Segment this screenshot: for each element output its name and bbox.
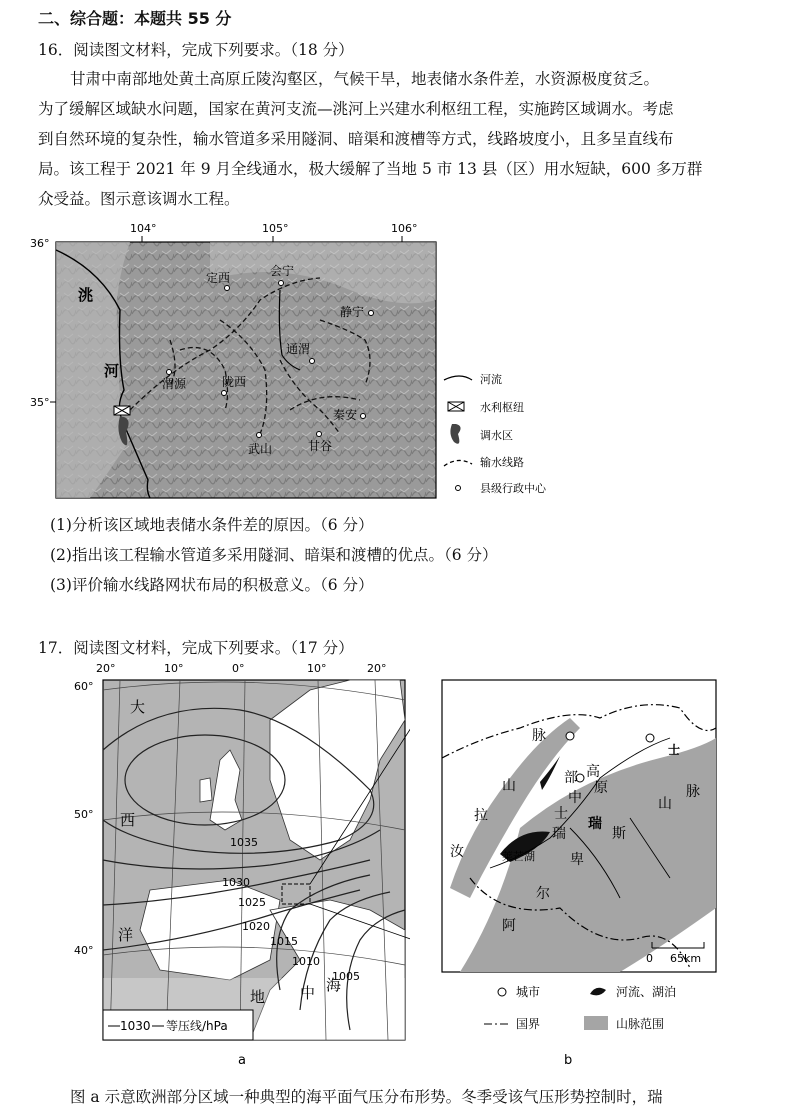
map-b-legend — [484, 984, 676, 1031]
svg-text:山: 山 — [502, 778, 516, 794]
lat-label-36: 36° — [30, 237, 50, 250]
svg-text:10°: 10° — [164, 662, 184, 675]
legend-river: 河流 — [480, 373, 502, 386]
svg-text:海: 海 — [326, 976, 342, 994]
svg-text:洋: 洋 — [118, 926, 134, 944]
svg-text:1015: 1015 — [270, 935, 298, 948]
place-longxi: 陇西 — [222, 375, 247, 389]
svg-text:65km: 65km — [670, 952, 702, 965]
map-a-lon-labels — [96, 662, 387, 675]
q16-para-line-4: 局。该工程于 2021 年 9 月全线通水，极大缓解了当地 5 市 13 县（区）用水短缺，600 多万群 — [38, 160, 703, 178]
legend-isobar-text: 等压线/hPa — [166, 1019, 228, 1033]
lat-label-35: 35° — [30, 396, 50, 409]
svg-text:中: 中 — [568, 790, 582, 806]
legend-pipeline: 输水线路 — [480, 456, 524, 469]
svg-text:20°: 20° — [96, 662, 116, 675]
svg-text:士: 士 — [668, 743, 681, 757]
svg-text:士: 士 — [554, 806, 568, 822]
svg-text:卑: 卑 — [570, 852, 584, 868]
svg-text:1010: 1010 — [292, 955, 320, 968]
lon-label-105: 105° — [262, 222, 289, 235]
svg-text:脉: 脉 — [532, 728, 546, 744]
svg-text:原: 原 — [594, 780, 608, 796]
legend-diversion-area: 调水区 — [480, 429, 513, 442]
lon-label-104: 104° — [130, 222, 157, 235]
q16-heading: 16．阅读图文材料，完成下列要求。（18 分） — [38, 41, 354, 59]
section-title: 二、综合题：本题共 55 分 — [38, 9, 232, 28]
svg-text:国界: 国界 — [516, 1017, 541, 1031]
svg-text:0: 0 — [646, 952, 653, 965]
lon-label-106: 106° — [391, 222, 418, 235]
svg-text:莱芒湖: 莱芒湖 — [502, 850, 535, 863]
svg-text:瑞: 瑞 — [588, 816, 602, 832]
map-b-caption: b — [564, 1053, 573, 1068]
swiss-map — [440, 678, 720, 1068]
map-a-lat-labels — [74, 680, 94, 957]
q17-heading: 17．阅读图文材料，完成下列要求。（17 分） — [38, 639, 354, 657]
q16-sub-1: (1)分析该区域地表储水条件差的原因。（6 分） — [50, 516, 374, 534]
svg-text:中: 中 — [300, 984, 316, 1002]
map16-legend — [444, 372, 547, 495]
svg-text:60°: 60° — [74, 680, 94, 693]
svg-text:脉: 脉 — [686, 784, 700, 800]
river-label-tao: 洮 — [78, 286, 94, 304]
place-wushan: 武山 — [248, 442, 273, 456]
place-gangu: 甘谷 — [308, 439, 333, 453]
q16-para-line-1: 甘肃中南部地处黄土高原丘陵沟壑区，气候干旱，地表储水条件差，水资源极度贫乏。 — [70, 70, 660, 88]
q17-bottom-text: 图 a 示意欧洲部分区域一种典型的海平面气压分布形势。冬季受该气压形势控制时，瑞 — [70, 1088, 663, 1106]
svg-text:斯: 斯 — [612, 826, 626, 842]
svg-text:大: 大 — [130, 698, 146, 716]
place-tongwei: 通渭 — [286, 342, 311, 356]
place-qinan: 秦安 — [333, 408, 358, 422]
legend-county-center: 县级行政中心 — [480, 482, 546, 495]
svg-text:1030: 1030 — [222, 876, 250, 889]
q16-para-line-5: 众受益。图示意该调水工程。 — [38, 190, 240, 208]
place-dingxi: 定西 — [206, 271, 231, 285]
svg-text:汝: 汝 — [450, 844, 464, 860]
svg-text:1025: 1025 — [238, 896, 266, 909]
legend-isobar-value: 1030 — [120, 1019, 151, 1033]
place-huining: 会宁 — [270, 264, 295, 278]
svg-text:0°: 0° — [232, 662, 245, 675]
europe-pressure-map — [70, 660, 410, 1070]
svg-text:1020: 1020 — [242, 920, 270, 933]
svg-text:尔: 尔 — [536, 886, 550, 902]
q16-sub-2: (2)指出该工程输水管道多采用隧洞、暗渠和渡槽的优点。（6 分） — [50, 546, 498, 564]
svg-text:10°: 10° — [307, 662, 327, 675]
svg-text:1035: 1035 — [230, 836, 258, 849]
svg-text:西: 西 — [120, 811, 136, 829]
svg-text:山: 山 — [658, 796, 672, 812]
svg-text:拉: 拉 — [474, 808, 488, 824]
svg-text:20°: 20° — [367, 662, 387, 675]
place-weiyuan: 渭源 — [162, 377, 187, 391]
place-jingning: 静宁 — [340, 305, 365, 319]
svg-text:河流、湖泊: 河流、湖泊 — [616, 985, 677, 999]
river-label-he: 河 — [104, 362, 120, 380]
svg-text:40°: 40° — [74, 944, 94, 957]
svg-text:部: 部 — [564, 770, 578, 786]
svg-text:1005: 1005 — [332, 970, 360, 983]
svg-text:50°: 50° — [74, 808, 94, 821]
svg-text:城市: 城市 — [516, 985, 541, 999]
legend-dam: 水利枢纽 — [480, 401, 524, 414]
svg-text:地: 地 — [250, 988, 266, 1006]
q16-para-line-3: 到自然环境的复杂性，输水管道多采用隧洞、暗渠和渡槽等方式，线路坡度小，且多呈直线布 — [38, 130, 674, 148]
svg-text:瑞: 瑞 — [552, 826, 566, 842]
svg-text:山脉范围: 山脉范围 — [616, 1017, 665, 1031]
map-a-caption: a — [238, 1053, 246, 1068]
water-diversion-map — [20, 220, 580, 505]
q16-sub-3: (3)评价输水线路网状布局的积极意义。（6 分） — [50, 576, 374, 594]
svg-text:阿: 阿 — [502, 918, 516, 934]
q16-para-line-2: 为了缓解区域缺水问题，国家在黄河支流—洮河上兴建水利枢纽工程，实施跨区域调水。考虑 — [38, 100, 674, 118]
svg-text:高: 高 — [586, 764, 600, 780]
